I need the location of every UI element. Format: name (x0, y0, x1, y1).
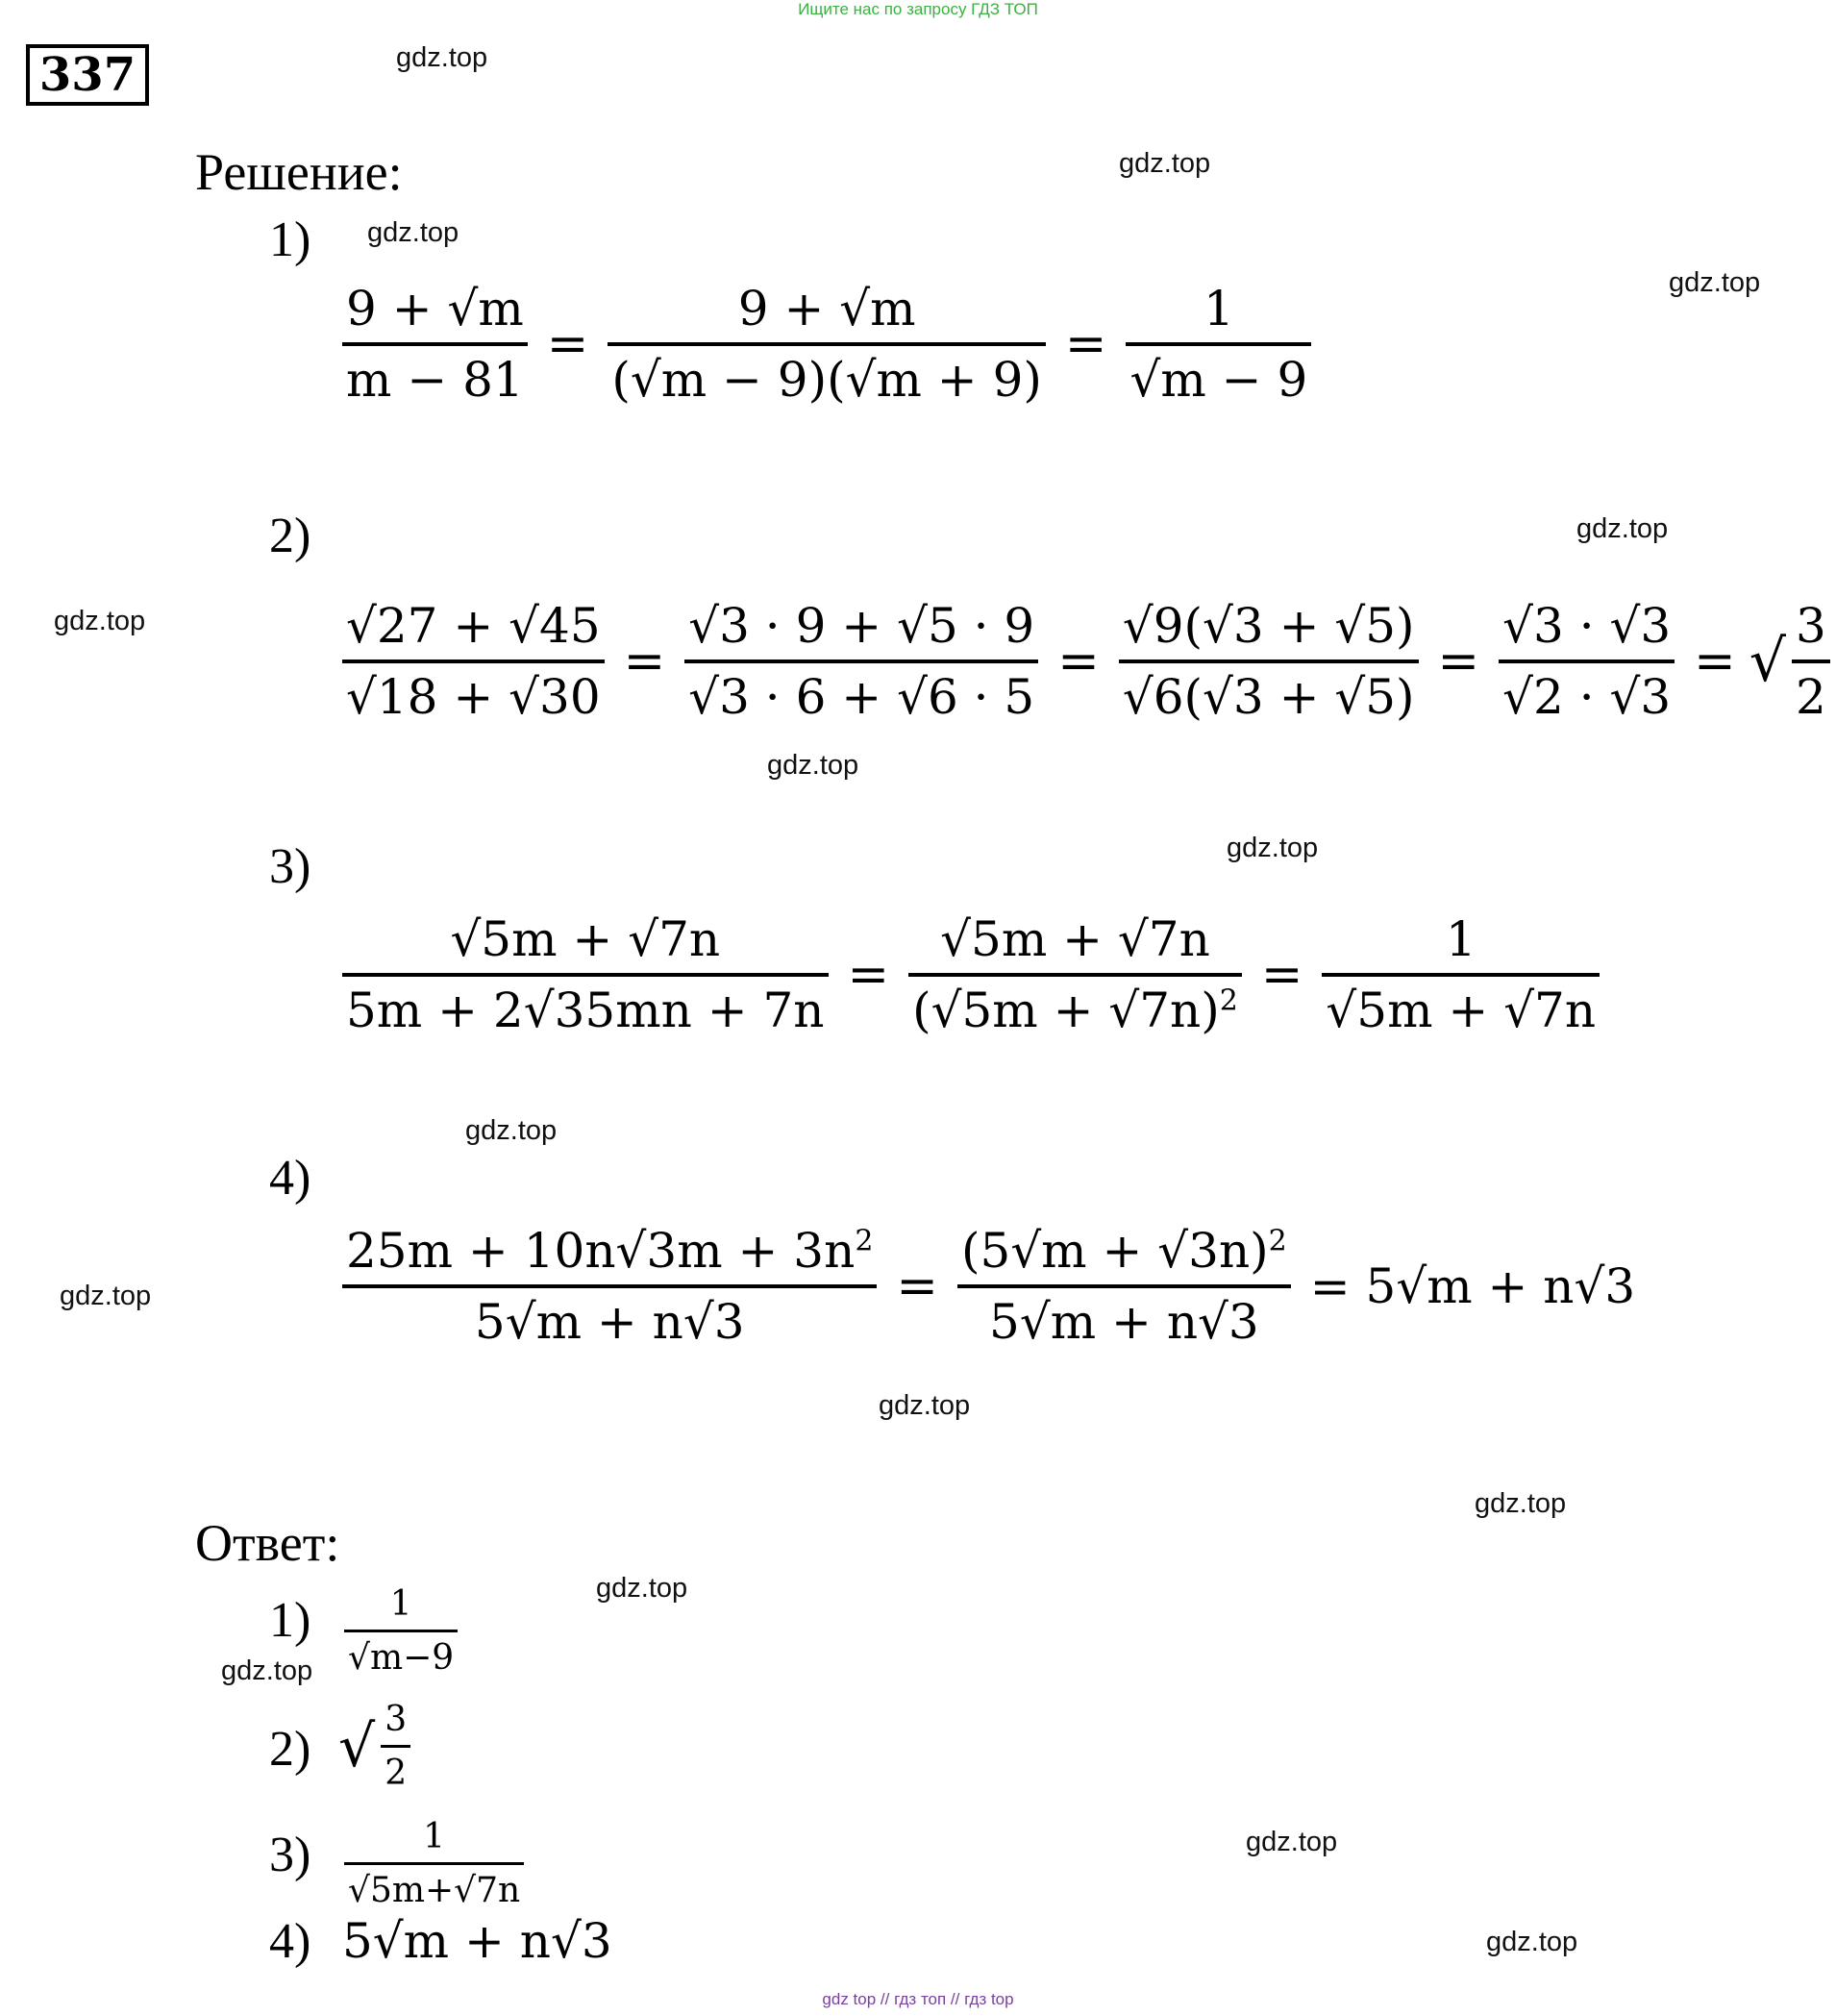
item-4-frac-a: $\frac{25m + 10n√3m + 3n^2}{5√m + n√3}$ (342, 1223, 877, 1350)
item-2-frac-e: $\frac{3}{2}$ (1792, 598, 1830, 725)
sqrt-sign: √ (1749, 628, 1786, 695)
watermark: gdz.top (465, 1115, 558, 1146)
watermark: gdz.top (1227, 833, 1319, 863)
answer-1: $\frac{1}{√m-9}$ (338, 1584, 463, 1678)
item-4-frac-b: $\frac{(5√m + √3n)^2}{5√m + n√3}$ (957, 1223, 1291, 1350)
watermark: gdz.top (1576, 513, 1669, 544)
watermark: gdz.top (1669, 267, 1761, 298)
watermark: gdz.top (1119, 148, 1211, 179)
exponent: 2 (855, 1224, 874, 1258)
watermark: gdz.top (1486, 1927, 1578, 1957)
watermark: gdz.top (54, 606, 146, 636)
answer-4: 5√m + n√3 (342, 1913, 612, 1969)
item-3-frac-b: $\frac{√5m + √7n}{(√5m + √7n)^2}$ (908, 911, 1242, 1038)
item-1-equation (336, 281, 1317, 408)
equals-sign: = (1064, 315, 1107, 373)
watermark: gdz.top (221, 1655, 313, 1686)
item-4-label: 4) (269, 1151, 311, 1206)
item-3-label: 3) (269, 839, 311, 894)
item-1-label: 1) (269, 212, 311, 267)
watermark: gdz.top (767, 750, 859, 781)
solution-heading: Решение: (195, 143, 403, 201)
equals-sign: = (847, 946, 890, 1004)
item-3-frac-a: $\frac{√5m + √7n}{5m + 2√35mn + 7n}$ (342, 911, 829, 1038)
footer: gdz top // гдз топ // гдз top (822, 1990, 1014, 2008)
equals-sign: = (1260, 946, 1303, 1004)
equals-sign: = (1694, 633, 1736, 690)
watermark: gdz.top (596, 1573, 688, 1604)
item-4-equation (336, 1223, 1635, 1350)
item-4-result: = 5√m + n√3 (1309, 1258, 1636, 1314)
answer-1-label: 1) (269, 1593, 311, 1648)
watermark: gdz.top (1246, 1827, 1338, 1857)
item-3-frac-c: $\frac{1}{√5m + √7n}$ (1322, 911, 1600, 1038)
answer-4-label: 4) (269, 1914, 311, 1969)
equals-sign: = (1437, 633, 1480, 690)
item-2-label: 2) (269, 509, 311, 563)
item-2-frac-a: $\frac{√27 + √45}{√18 + √30}$ (342, 598, 605, 725)
item-1-frac-b: $\frac{9 + √m}{(√m - 9)(√m + 9)}$ (608, 281, 1046, 408)
exponent: 2 (1268, 1224, 1287, 1258)
item-2-equation (336, 598, 1836, 725)
exponent: 2 (1219, 983, 1238, 1018)
item-2-frac-b: $\frac{√3 \cdot 9 + √5 \cdot 9}{√3 \cdot 6 + √6 \cdot 5}$ (684, 598, 1038, 725)
watermark: gdz.top (396, 42, 488, 73)
item-2-frac-c: $\frac{√9(√3 + √5)}{√6(√3 + √5)}$ (1119, 598, 1419, 725)
sqrt-sign: √ (338, 1712, 376, 1780)
answer-2: √ $\frac{3}{2}$ (338, 1700, 416, 1793)
search-note: Ищите нас по запросу ГДЗ ТОП (798, 0, 1038, 18)
watermark: gdz.top (879, 1390, 971, 1421)
answer-2-label: 2) (269, 1722, 311, 1777)
watermark: gdz.top (367, 217, 459, 248)
item-2-frac-d: $\frac{√3 \cdot √3}{√2 \cdot √3}$ (1499, 598, 1675, 725)
answer-3-label: 3) (269, 1828, 311, 1882)
item-1-frac-a: $\frac{9 + √m}{m - 81}$ (342, 281, 528, 408)
item-1-frac-c: $\frac{1}{√m - 9}$ (1126, 281, 1311, 408)
problem-number: 337 (26, 44, 149, 106)
watermark: gdz.top (1475, 1488, 1567, 1519)
equals-sign: = (896, 1257, 938, 1315)
item-3-equation (336, 911, 1605, 1038)
equals-sign: = (623, 633, 666, 690)
watermark: gdz.top (60, 1281, 152, 1311)
answer-3: $\frac{1}{√5m+√7n}$ (338, 1817, 530, 1910)
equals-sign: = (546, 315, 589, 373)
equals-sign: = (1057, 633, 1100, 690)
answer-heading: Ответ: (195, 1514, 340, 1572)
